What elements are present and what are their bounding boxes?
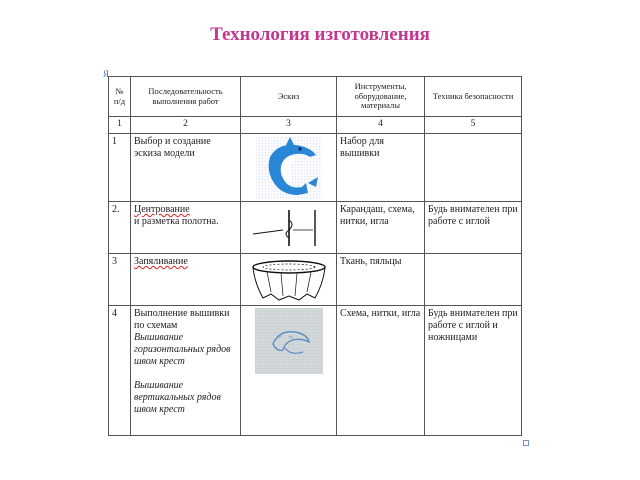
safety-cell: Будь внимателен при работе с иглой [425,202,522,254]
work-step [131,254,241,306]
row-number: 4 [109,306,131,436]
col-number-3: 3 [241,117,337,134]
row-number: 1 [109,134,131,202]
table-row [109,202,522,254]
row-number: 3 [109,254,131,306]
tools-cell: Ткань, пяльцы [337,254,425,306]
sketch-cell [241,134,337,202]
work-step-horizontal: Вышивание горизонтальных рядов швом крест [134,332,231,367]
work-step-rest: и разметка полотна. [134,216,219,227]
col-number-4: 4 [337,117,425,134]
row-number: 2. [109,202,131,254]
technology-table [108,76,522,436]
column-number-row [109,117,522,134]
sketch-cell [241,306,337,436]
table-row [109,254,522,306]
header-safety: Техника безопасности [425,77,522,117]
page-title: Технология изготовления [210,24,430,45]
centering-marking-icon [249,208,329,248]
tools-cell: Карандаш, схема, нитки, игла [337,202,425,254]
header-tools: Инструменты, оборудование, материалы [337,77,425,117]
header-sketch: Эскиз [241,77,337,117]
work-step-underlined: Запяливание [134,256,188,267]
header-row [109,77,522,117]
tools-cell: Схема, нитки, игла [337,306,425,436]
embroidery-photo-icon [255,308,323,374]
dolphin-cross-stitch-icon [256,137,322,199]
work-step-underlined: Центрование [134,204,190,215]
sketch-cell [241,254,337,306]
col-number-5: 5 [425,117,522,134]
work-step-vertical: Вышивание вертикальных рядов швом крест [134,380,221,415]
table-end-marker [523,440,529,446]
work-step-main: Выполнение вышивки по схемам [134,308,230,331]
work-step: Выбор и создание эскиза модели [131,134,241,202]
header-work-sequence: Последовательность выполнения работ [131,77,241,117]
col-number-2: 2 [131,117,241,134]
sketch-cell [241,202,337,254]
text-cursor-marker: Я [103,69,110,79]
table-row [109,134,522,202]
safety-cell [425,254,522,306]
safety-cell: Будь внимателен при работе с иглой и ножницами [425,306,522,436]
tools-cell: Набор для вышивки [337,134,425,202]
embroidery-hoop-icon [249,258,329,302]
work-step [131,306,241,436]
work-step [131,202,241,254]
col-number-1: 1 [109,117,131,134]
table-row [109,306,522,436]
header-number: № п/д [109,77,131,117]
safety-cell [425,134,522,202]
